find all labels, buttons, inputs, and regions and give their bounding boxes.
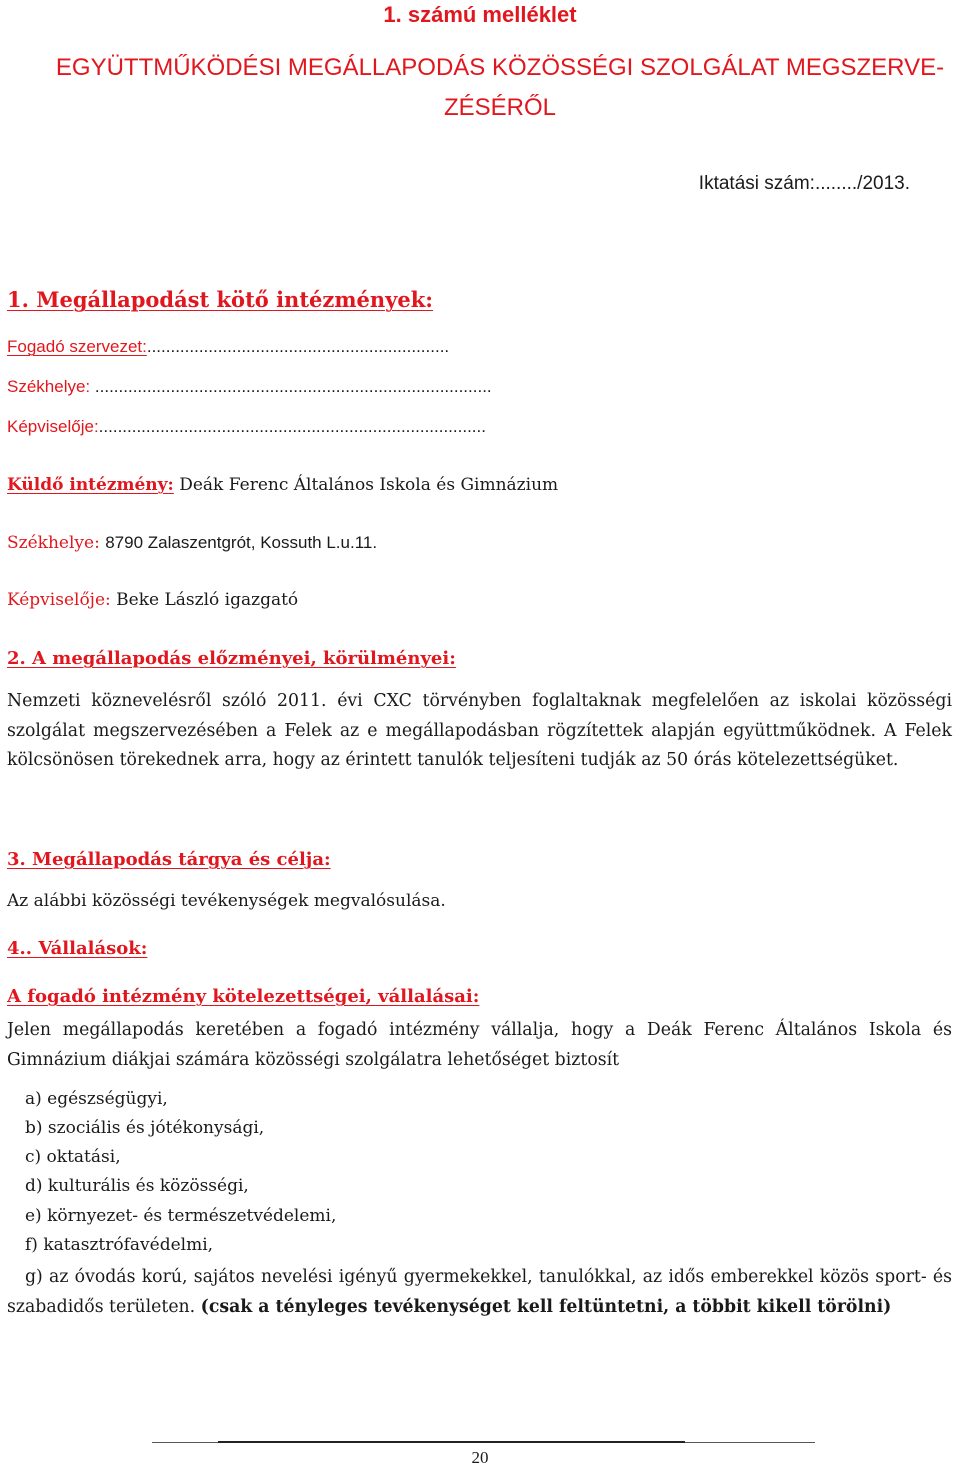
list-item: b) szociális és jótékonysági,: [25, 1118, 265, 1138]
list-item-g-text: g) az óvodás korú, sajátos nevelési igényű gyermekekkel, tanulókkal, az idős emberekkel közös sport- és szabadidős területen.: [7, 1267, 952, 1317]
section-4-heading: 4.. Vállalások:: [7, 938, 148, 959]
page-number: 20: [471, 1448, 489, 1467]
sending-rep-label: Képviselője:: [7, 590, 111, 610]
list-item: d) kulturális és közösségi,: [25, 1176, 249, 1196]
section-3-heading: 3. Megállapodás tárgya és célja:: [7, 849, 331, 870]
receiving-org-row: [7, 337, 449, 357]
sending-rep-row: [7, 590, 298, 610]
receiving-org-label: Fogadó szervezet:: [7, 337, 147, 356]
sending-seat-label: Székhelye:: [7, 533, 100, 553]
sending-org-row: [7, 475, 558, 495]
receiving-seat-row: [7, 377, 492, 397]
sending-seat-row: [7, 533, 377, 553]
section-4-subheading: A fogadó intézmény kötelezettségei, vállalásai:: [7, 986, 480, 1007]
footer-divider-bold: [218, 1441, 685, 1443]
instruction-note: (csak a tényleges tevékenységet kell feltüntetni, a többit kikell törölni): [200, 1296, 892, 1317]
sending-seat-value: 8790 Zalaszentgrót, Kossuth L.u.11.: [105, 533, 378, 552]
sending-rep-value: Beke László igazgató: [116, 590, 299, 610]
section-1-heading: 1. Megállapodást kötő intézmények:: [7, 287, 434, 312]
list-item: c) oktatási,: [25, 1147, 121, 1167]
annex-title: 1. számú melléklet: [383, 2, 577, 27]
list-item: f) katasztrófavédelmi,: [25, 1235, 214, 1255]
section-2-heading: 2. A megállapodás előzményei, körülményei:: [7, 648, 456, 669]
receiving-org-dots: ................................................................: [146, 337, 450, 356]
sending-org-value: Deák Ferenc Általános Iskola és Gimnázium: [179, 475, 559, 495]
section-3-text: Az alábbi közösségi tevékenységek megvalósulása.: [7, 891, 446, 911]
receiving-rep-dots: ..................................................................................: [98, 417, 486, 436]
receiving-seat-label: Székhelye:: [7, 377, 91, 396]
list-item: a) egészségügyi,: [25, 1089, 168, 1109]
document-title: EGYÜTTMŰKÖDÉSI MEGÁLLAPODÁS KÖZÖSSÉGI SZOLGÁLAT MEGSZERVE-ZÉSÉRŐL: [55, 54, 945, 121]
sending-org-label: Küldő intézmény:: [7, 475, 174, 495]
receiving-rep-label: Képviselője:: [7, 417, 99, 436]
list-item: e) környezet- és természetvédelemi,: [25, 1206, 337, 1226]
list-item-g: [7, 1263, 952, 1322]
section-4-intro: Jelen megállapodás keretében a fogadó intézmény vállalja, hogy a Deák Ferenc Általános Iskola és Gimnázium diákjai számára közösségi szolgálatra lehetőséget biztosít: [7, 1020, 952, 1070]
receiving-rep-row: [7, 417, 486, 437]
receiving-seat-dots: ....................................................................................: [94, 377, 492, 396]
filing-number: Iktatási szám:......../2013.: [698, 173, 910, 194]
section-2-text: Nemzeti köznevelésről szóló 2011. évi CXC törvényben foglaltaknak megfelelően az iskolai közösségi szolgálat megszervezésében a Felek az e megállapodásban rögzítettek alapján együttműködnek. A Felek kölcsönösen törekednek arra, hogy az érintett tanulók teljesíteni tudják az 50 órás kötelezettségüket.: [7, 691, 952, 770]
